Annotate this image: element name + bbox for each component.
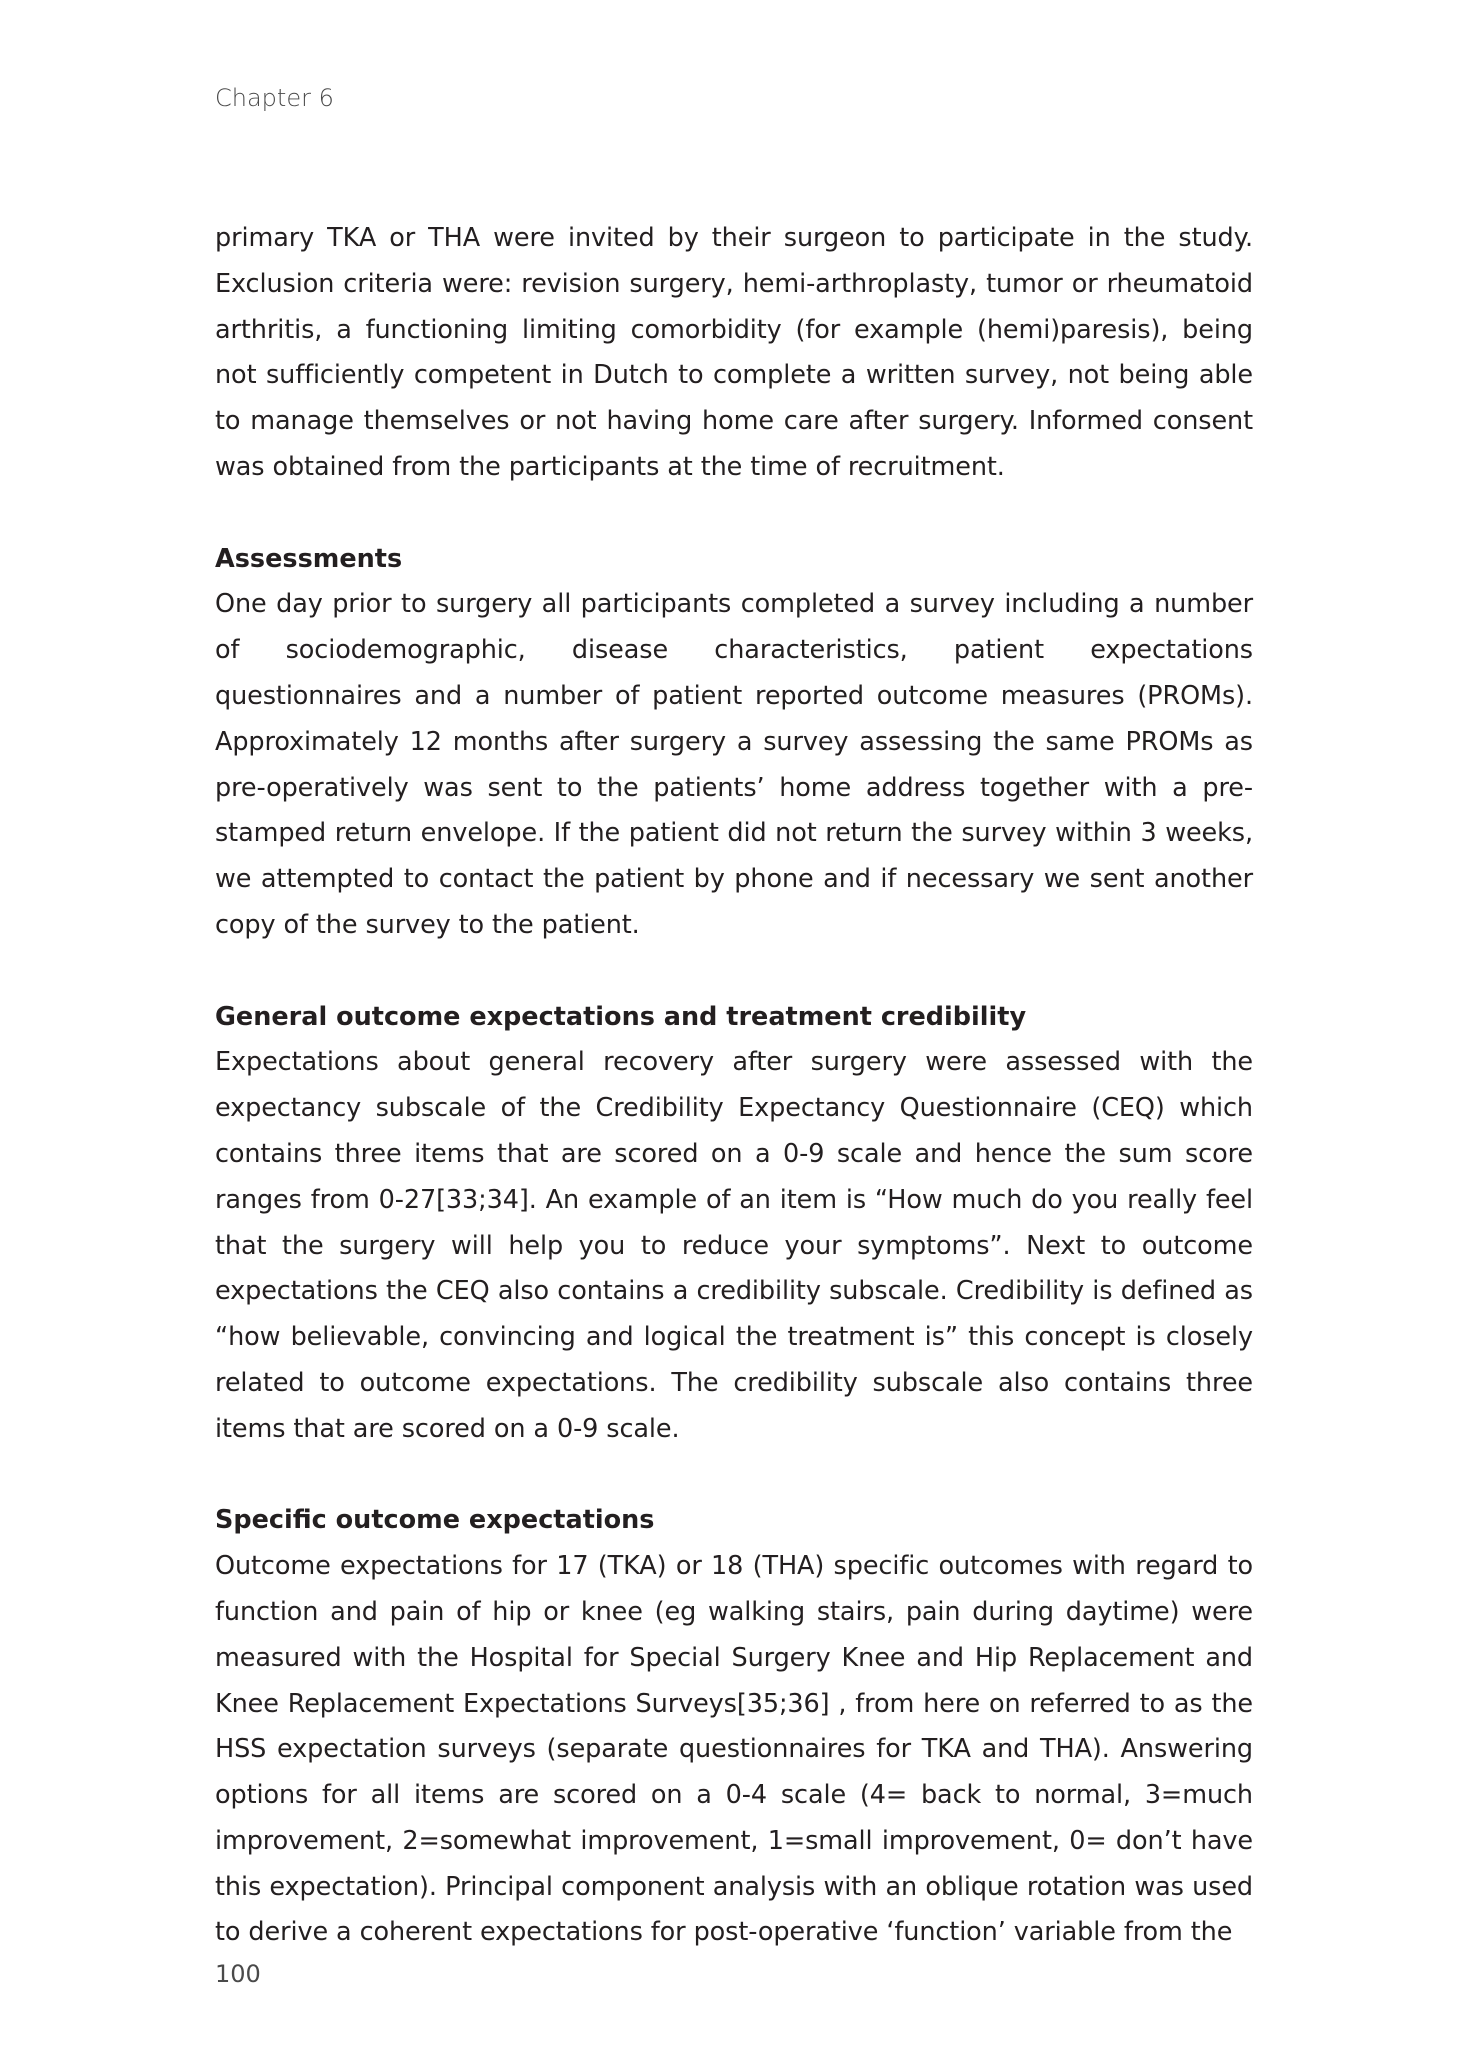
section-heading: General outcome expectations and treatment credibility bbox=[215, 1001, 1027, 1032]
section-assessments bbox=[215, 537, 1253, 949]
section-heading: Assessments bbox=[215, 543, 403, 574]
section-paragraph: Expectations about general recovery after surgery were assessed with the expectancy subscale of the Credibility Expectancy Questionnaire (CEQ) which contains three items that are scored on a 0-9 scale and hence the sum score ranges from 0-27[33;34]. An example of an item is “How much do you really feel that the surgery will help you to reduce your symptoms”. Next to outcome expectations the CEQ also contains a credibility subscale. Credibility is defined as “how believable, convincing and logical the treatment is” this concept is closely related to outcome expectations. The credibility subscale also contains three items that are scored on a 0-9 scale. bbox=[215, 1047, 1253, 1444]
page-number: 100 bbox=[215, 1960, 261, 1988]
intro-paragraph: primary TKA or THA were invited by their surgeon to participate in the study. Exclusion criteria were: revision surgery, hemi-arthroplasty, tumor or rheumatoid arthritis, a functioning limiting comorbidity (for example (hemi)paresis), being not sufficiently competent in Dutch to complete a written survey, not being able to manage themselves or not having home care after surgery. Informed consent was obtained from the participants at the time of recruitment. bbox=[215, 223, 1253, 482]
section-paragraph: One day prior to surgery all participants completed a survey including a number of sociodemographic, disease characteristics, patient expectations questionnaires and a number of patient reported outcome measures (PROMs). Approximately 12 months after surgery a survey assessing the same PROMs as pre-operatively was sent to the patients’ home address together with a pre-stamped return envelope. If the patient did not return the survey within 3 weeks, we attempted to contact the patient by phone and if necessary we sent another copy of the survey to the patient. bbox=[215, 589, 1253, 940]
running-head: Chapter 6 bbox=[215, 84, 334, 112]
body-text bbox=[215, 216, 1253, 1956]
section-general-outcome-expectations bbox=[215, 995, 1253, 1453]
section-heading: Specific outcome expectations bbox=[215, 1505, 655, 1536]
section-specific-outcome-expectations bbox=[215, 1498, 1253, 1956]
section-paragraph: Outcome expectations for 17 (TKA) or 18 (THA) specific outcomes with regard to function and pain of hip or knee (eg walking stairs, pain during daytime) were measured with the Hospital for Special Surgery Knee and Hip Replacement and Knee Replacement Expectations Surveys[35;36] , from here on referred to as the HSS expectation surveys (separate questionnaires for TKA and THA). Answering options for all items are scored on a 0-4 scale (4= back to normal, 3=much improvement, 2=somewhat improvement, 1=small improvement, 0= don’t have this expectation). Principal component analysis with an oblique rotation was used to derive a coherent expectations for post-operative ‘function’ variable from the bbox=[215, 1551, 1253, 1948]
